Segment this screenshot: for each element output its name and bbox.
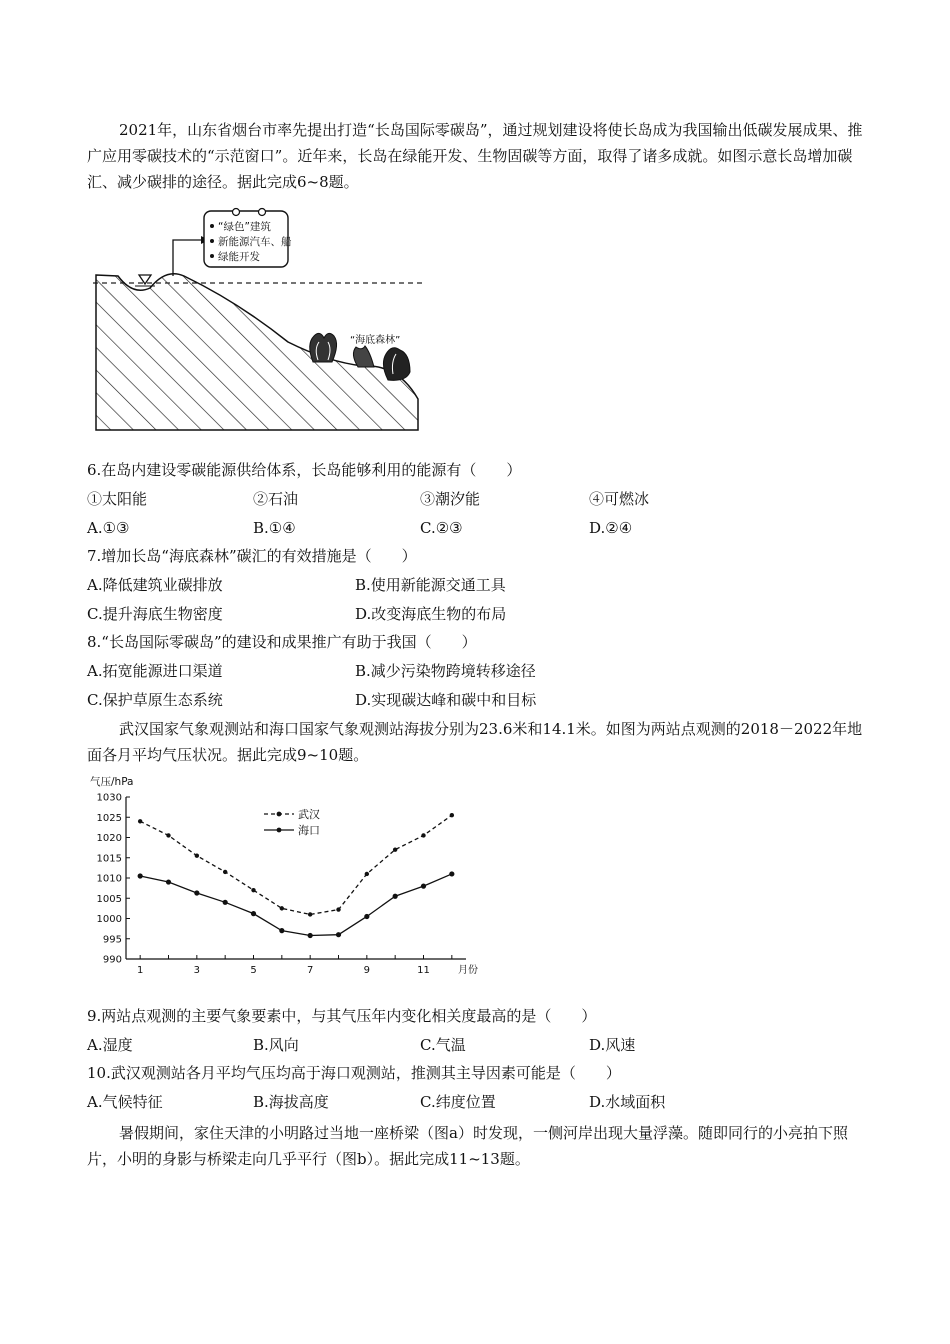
chart-point [336, 932, 341, 937]
q7-stem: 7.增加长岛“海底森林”碳汇的有效措施是（ ） [87, 547, 417, 565]
q6-option-d[interactable]: D.②④ [589, 519, 633, 537]
q9-option-d[interactable]: D.风速 [589, 1036, 636, 1054]
chart-y-tick-label: 1030 [96, 792, 122, 804]
chart-point [223, 870, 227, 874]
q6-item-3: ③潮汐能 [420, 490, 481, 508]
intro-paragraph-3: 暑假期间，家住天津的小明路过当地一座桥梁（图a）时发现，一侧河岸出现大量浮藻。随即同行的小亮拍下照片，小明的身影与桥梁走向几乎平行（图b）。据此完成11~13题。 [87, 1124, 848, 1168]
chart-x-tick-label: 5 [250, 965, 257, 976]
q7-option-d[interactable]: D.改变海底生物的布局 [355, 605, 507, 623]
q6-item-1: ①太阳能 [87, 490, 148, 508]
chart-point [308, 912, 312, 916]
q8-option-a[interactable]: A.拓宽能源进口渠道 [87, 662, 223, 680]
pressure-chart [88, 772, 488, 982]
chart-point [138, 819, 142, 823]
chart-x-tick-label: 3 [193, 965, 201, 976]
q8-stem: 8.“长岛国际零碳岛”的建设和成果推广有助于我国（ ） [87, 633, 477, 651]
chart-y-tick-label: 1020 [96, 833, 122, 844]
chart-point [450, 813, 454, 817]
callout-green-energy: 绿能开发 [218, 251, 260, 263]
q8-option-d[interactable]: D.实现碳达峰和碳中和目标 [355, 691, 537, 709]
q10-option-c[interactable]: C.纬度位置 [420, 1093, 496, 1111]
island-diagram [88, 204, 428, 434]
chart-point [449, 871, 454, 876]
chart-point [251, 888, 255, 892]
callout-new-energy-vehicle: 新能源汽车、船 [218, 236, 292, 248]
q7-option-c[interactable]: C.提升海底生物密度 [87, 605, 223, 623]
chart-point [365, 872, 369, 876]
q10-stem: 10.武汉观测站各月平均气压均高于海口观测站，推测其主导因素可能是（ ） [87, 1064, 621, 1082]
chart-point [393, 847, 397, 851]
chart-y-tick-label: 1025 [96, 812, 122, 824]
chart-point [336, 907, 340, 911]
chart-x-tick-label: 7 [306, 965, 314, 976]
chart-point [308, 933, 313, 938]
chart-series-line-haikou [140, 874, 452, 936]
seabed-forest-label: “海底森林” [350, 335, 401, 346]
chart-y-tick-label: 1000 [96, 914, 122, 925]
chart-point [280, 906, 284, 910]
chart-legend-marker [277, 812, 282, 817]
intro-paragraph-2: 武汉国家气象观测站和海口国家气象观测站海拔分别为23.6米和14.1米。如图为两站点观测的2018－2022年地面各月平均气压状况。据此完成9~10题。 [87, 720, 863, 764]
q6-item-4: ④可燃冰 [589, 490, 650, 508]
intro-paragraph-1: 2021年，山东省烟台市率先提出打造“长岛国际零碳岛”，通过规划建设将使长岛成为我国输出低碳发展成果、推广应用零碳技术的“示范窗口”。近年来，长岛在绿能开发、生物固碳等方面，取得了诸多成就。如图示意长岛增加碳汇、减少碳排的途径。据此完成6~8题。 [87, 121, 863, 191]
callout-green-building: “绿色”建筑 [218, 221, 271, 233]
q9-option-a[interactable]: A.湿度 [87, 1036, 133, 1054]
q8-option-c[interactable]: C.保护草原生态系统 [87, 691, 223, 709]
chart-point [421, 884, 426, 889]
chart-x-tick-label: 9 [363, 965, 371, 976]
q8-option-b[interactable]: B.减少污染物跨境转移途径 [355, 662, 536, 680]
chart-point [364, 914, 369, 919]
q10-option-b[interactable]: B.海拔高度 [253, 1093, 329, 1111]
chart-y-axis-label: 气压/hPa [90, 776, 134, 788]
chart-point [223, 900, 228, 905]
q7-option-a[interactable]: A.降低建筑业碳排放 [87, 576, 223, 594]
chart-point [194, 890, 199, 895]
chart-y-tick-label: 990 [102, 954, 122, 966]
chart-legend-label: 武汉 [298, 808, 320, 821]
chart-x-tick-label: 1 [136, 965, 144, 976]
chart-point [393, 894, 398, 899]
seaweed-left-icon [310, 333, 337, 362]
chart-point [195, 854, 199, 858]
q6-option-c[interactable]: C.②③ [420, 519, 463, 537]
chart-point [138, 873, 143, 878]
q6-option-a[interactable]: A.①③ [87, 519, 130, 537]
q6-option-b[interactable]: B.①④ [253, 519, 296, 537]
chart-series-line-wuhan [140, 815, 452, 914]
q9-option-c[interactable]: C.气温 [420, 1036, 466, 1054]
chart-point [166, 833, 170, 837]
chart-point [166, 879, 171, 884]
chart-legend-marker [277, 828, 282, 833]
q9-stem: 9.两站点观测的主要气象要素中，与其气压年内变化相关度最高的是（ ） [87, 1007, 597, 1025]
q6-item-2: ②石油 [253, 490, 299, 508]
chart-x-tick-label: 11 [417, 965, 430, 976]
chart-point [279, 928, 284, 933]
chart-point [421, 833, 425, 837]
chart-legend-label: 海口 [298, 824, 320, 837]
chart-x-axis-label: 月份 [458, 965, 478, 976]
q6-stem: 6.在岛内建设零碳能源供给体系，长岛能够利用的能源有（ ） [87, 461, 522, 479]
q7-option-b[interactable]: B.使用新能源交通工具 [355, 576, 506, 594]
q9-option-b[interactable]: B.风向 [253, 1036, 299, 1054]
chart-y-tick-label: 1015 [96, 853, 122, 865]
chart-point [251, 911, 256, 916]
seaweed-middle-icon [353, 346, 374, 367]
chart-y-tick-label: 1005 [96, 893, 122, 905]
seaweed-right-icon [383, 348, 410, 381]
island-land [96, 274, 418, 430]
q10-option-d[interactable]: D.水域面积 [589, 1093, 666, 1111]
chart-y-tick-label: 995 [102, 934, 122, 946]
chart-y-tick-label: 1010 [96, 873, 122, 885]
q10-option-a[interactable]: A.气候特征 [87, 1093, 163, 1111]
